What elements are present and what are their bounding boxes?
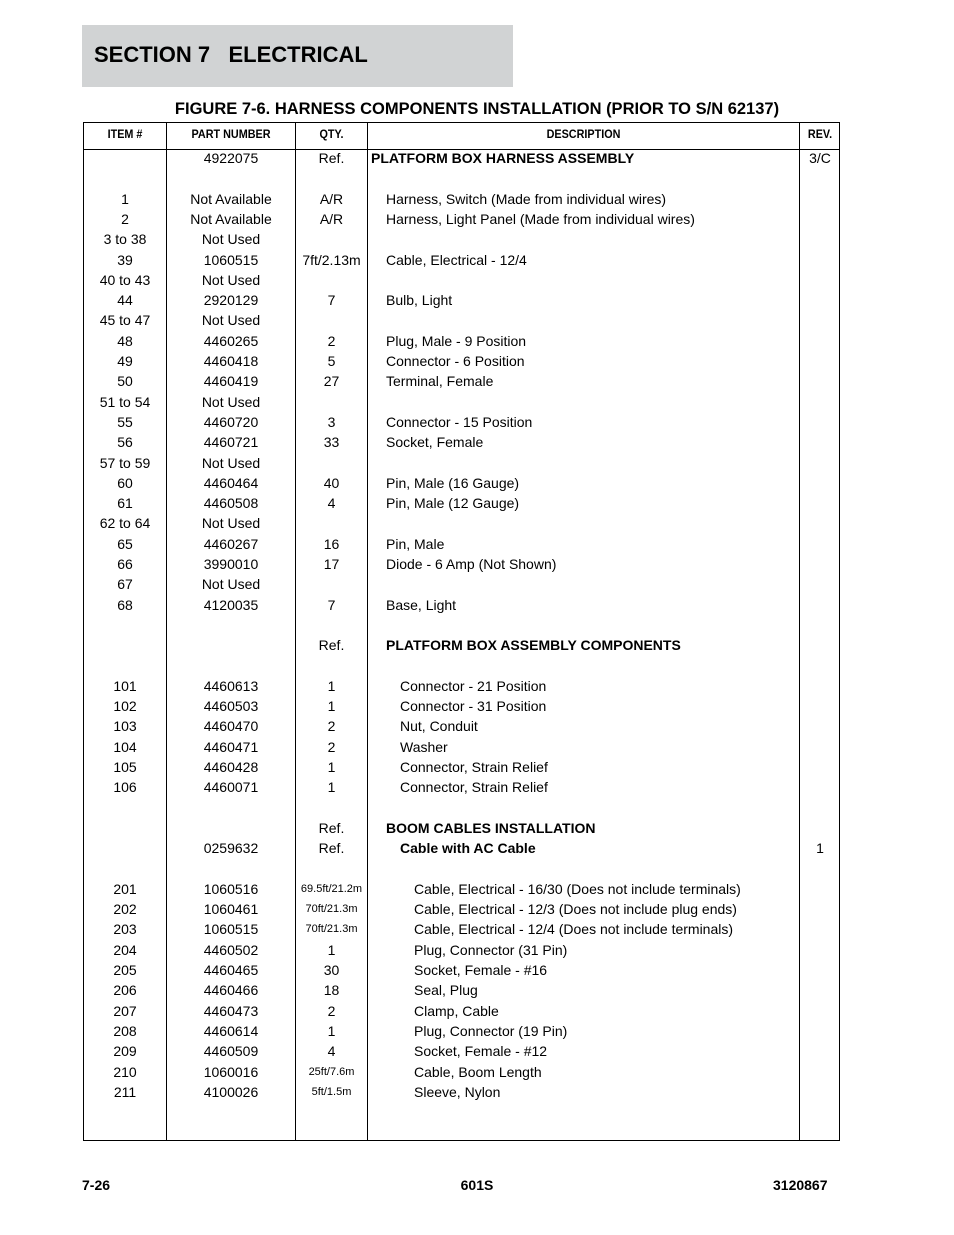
- quantity: 40: [323, 474, 340, 491]
- item-number: 56: [117, 434, 133, 451]
- quantity: 1: [327, 1022, 336, 1039]
- page-number: 7-26: [82, 1177, 111, 1193]
- column-header-description: DESCRIPTION: [546, 127, 621, 141]
- part-number: 4460509: [203, 1043, 259, 1060]
- table-row: [84, 980, 839, 1000]
- item-number: 2: [121, 210, 129, 227]
- table-row: [84, 757, 839, 777]
- quantity: Ref.: [318, 819, 345, 836]
- item-number: 66: [117, 556, 133, 572]
- description: Nut, Conduit: [400, 718, 478, 735]
- part-number: 4460466: [203, 982, 259, 999]
- item-number: 65: [117, 535, 133, 552]
- item-number: 57 to 59: [99, 454, 151, 471]
- part-number: 4460471: [203, 738, 259, 755]
- column-header-item: ITEM #: [107, 127, 143, 141]
- item-number: 204: [113, 941, 137, 958]
- quantity: 16: [323, 535, 340, 552]
- section-title: SECTION 7 ELECTRICAL: [94, 42, 368, 67]
- item-number: 208: [113, 1022, 137, 1039]
- item-number: 202: [113, 901, 137, 918]
- part-number: 2920129: [203, 292, 259, 309]
- part-number: Not Used: [201, 576, 261, 593]
- table-row: [84, 371, 839, 391]
- item-number: 105: [113, 759, 137, 775]
- quantity: 17: [323, 556, 340, 572]
- description: Pin, Male (12 Gauge): [386, 495, 520, 512]
- table-row: [84, 777, 839, 797]
- table-row: [84, 940, 839, 960]
- part-number: 4460721: [203, 434, 259, 451]
- description: Harness, Switch (Made from individual wires): [386, 190, 667, 207]
- figure-title: FIGURE 7-6. HARNESS COMPONENTS INSTALLATION (PRIOR TO S/N 62137): [174, 100, 780, 118]
- item-number: 48: [117, 332, 133, 349]
- part-number: Not Used: [201, 231, 261, 248]
- item-number: 68: [117, 596, 133, 613]
- part-number: 4460464: [203, 474, 259, 491]
- table-row: [84, 351, 839, 371]
- part-number: 4460465: [203, 962, 259, 978]
- description: Connector - 6 Position: [386, 353, 525, 369]
- table-row: [84, 595, 839, 615]
- item-number: 39: [117, 251, 133, 268]
- description: Connector, Strain Relief: [400, 759, 548, 775]
- part-number: 1060515: [203, 251, 259, 268]
- part-number: 4460071: [203, 779, 259, 796]
- description: Cable, Electrical - 16/30 (Does not include terminals): [414, 880, 741, 897]
- table-row: [84, 635, 839, 655]
- part-number: 1060016: [203, 1063, 259, 1080]
- item-number: 55: [117, 413, 133, 430]
- part-number: 4460508: [203, 495, 259, 512]
- table-row: [84, 534, 839, 554]
- description: Cable, Boom Length: [414, 1063, 542, 1080]
- part-number: 3990010: [203, 556, 259, 572]
- table-row: [84, 899, 839, 919]
- table-row: [84, 453, 839, 473]
- table-row: [84, 412, 839, 432]
- column-header-rev: REV.: [807, 127, 833, 141]
- item-number: 103: [113, 718, 137, 735]
- description: PLATFORM BOX ASSEMBLY COMPONENTS: [386, 637, 681, 654]
- description: Connector - 31 Position: [400, 698, 547, 715]
- table-row: [84, 554, 839, 574]
- description: Diode - 6 Amp (Not Shown): [386, 556, 557, 572]
- description: Plug, Connector (31 Pin): [414, 941, 568, 958]
- part-number: 4460470: [203, 718, 259, 735]
- part-number: Not Used: [201, 271, 261, 288]
- part-number: 4120035: [203, 596, 259, 613]
- part-number: Not Used: [201, 312, 261, 329]
- item-number: 45 to 47: [99, 312, 151, 329]
- description: Pin, Male: [386, 535, 445, 552]
- quantity: 25ft/7.6m: [308, 1065, 355, 1078]
- part-number: Not Available: [190, 190, 272, 207]
- column-header-part-number: PART NUMBER: [191, 127, 271, 141]
- item-number: 210: [113, 1063, 137, 1080]
- description: Plug, Connector (19 Pin): [414, 1022, 568, 1039]
- part-number: Not Used: [201, 515, 261, 532]
- table-row: [84, 838, 839, 858]
- quantity: 1: [327, 698, 336, 715]
- item-number: 205: [113, 962, 137, 978]
- table-row: [84, 148, 839, 168]
- quantity: 27: [323, 373, 340, 390]
- table-row: [84, 209, 839, 229]
- table-row: [84, 696, 839, 716]
- part-number: 4100026: [203, 1083, 259, 1100]
- description: Cable, Electrical - 12/3 (Does not include plug ends): [414, 901, 737, 918]
- item-number: 207: [113, 1002, 137, 1019]
- description: Socket, Female - #12: [414, 1043, 548, 1060]
- description: PLATFORM BOX HARNESS ASSEMBLY: [371, 150, 635, 166]
- section-banner: [82, 25, 513, 87]
- column-header-qty: QTY.: [319, 127, 344, 141]
- item-number: 206: [113, 982, 137, 999]
- description: Cable, Electrical - 12/4: [386, 251, 527, 268]
- description: Base, Light: [386, 596, 457, 613]
- table-row: [84, 1041, 839, 1061]
- table-row: [84, 1001, 839, 1021]
- description: Cable, Electrical - 12/4 (Does not include terminals): [414, 921, 734, 938]
- part-number: Not Used: [201, 393, 261, 410]
- quantity: 4: [327, 495, 336, 512]
- description: Plug, Male - 9 Position: [386, 332, 527, 349]
- table-row: [84, 676, 839, 696]
- table-row: [84, 1062, 839, 1082]
- item-number: 211: [113, 1083, 137, 1100]
- item-number: 201: [113, 880, 137, 897]
- description: Connector - 15 Position: [386, 413, 533, 430]
- description: Harness, Light Panel (Made from individual wires): [386, 210, 695, 227]
- revision: 3/C: [809, 150, 831, 166]
- table-row: [84, 392, 839, 412]
- item-number: 62 to 64: [99, 515, 151, 532]
- quantity: 30: [323, 962, 340, 978]
- table-row: [84, 290, 839, 310]
- quantity: 5: [327, 353, 336, 369]
- description: Socket, Female: [386, 434, 484, 451]
- part-number: 4460265: [203, 332, 259, 349]
- quantity: 7ft/2.13m: [302, 251, 361, 268]
- table-row: [84, 574, 839, 594]
- item-number: 3 to 38: [103, 231, 147, 248]
- item-number: 49: [117, 353, 133, 369]
- table-row: [84, 960, 839, 980]
- item-number: 101: [113, 677, 137, 694]
- quantity: 69.5ft/21.2m: [300, 882, 363, 895]
- table-row: [84, 189, 839, 209]
- table-row: [84, 919, 839, 939]
- quantity: A/R: [319, 210, 344, 227]
- item-number: 51 to 54: [99, 393, 151, 410]
- part-number: 4460267: [203, 535, 259, 552]
- part-number: 4460502: [203, 941, 259, 958]
- description: BOOM CABLES INSTALLATION: [386, 819, 596, 836]
- part-number: 4460418: [203, 353, 259, 369]
- description: Connector, Strain Relief: [400, 779, 548, 796]
- table-row: [84, 879, 839, 899]
- table-row: [84, 310, 839, 330]
- item-number: 209: [113, 1043, 137, 1060]
- item-number: 1: [121, 190, 129, 207]
- quantity: Ref.: [318, 150, 345, 166]
- item-number: 67: [117, 576, 133, 593]
- revision: 1: [816, 840, 824, 857]
- part-number: 1060461: [203, 901, 259, 918]
- quantity: 1: [327, 759, 336, 775]
- quantity: A/R: [319, 190, 344, 207]
- description: Bulb, Light: [386, 292, 453, 309]
- quantity: 33: [323, 434, 340, 451]
- item-number: 203: [113, 921, 137, 938]
- part-number: 4460503: [203, 698, 259, 715]
- description: Pin, Male (16 Gauge): [386, 474, 520, 491]
- table-row: [84, 513, 839, 533]
- part-number: 1060516: [203, 880, 259, 897]
- description: Cable with AC Cable: [400, 840, 536, 857]
- part-number: Not Used: [201, 454, 261, 471]
- table-row: [84, 737, 839, 757]
- part-number: 4922075: [203, 150, 259, 166]
- description: Socket, Female - #16: [414, 962, 548, 978]
- item-number: 61: [117, 495, 133, 512]
- table-row: [84, 1082, 839, 1102]
- model-number: 601S: [460, 1177, 494, 1193]
- table-row: [84, 331, 839, 351]
- quantity: 2: [327, 1002, 336, 1019]
- item-number: 60: [117, 474, 133, 491]
- table-row: [84, 432, 839, 452]
- quantity: 7: [327, 292, 336, 309]
- quantity: 2: [327, 718, 336, 735]
- table-row: [84, 818, 839, 838]
- part-number: 4460614: [203, 1022, 259, 1039]
- description: Clamp, Cable: [414, 1002, 499, 1019]
- quantity: 70ft/21.3m: [305, 903, 358, 916]
- part-number: 4460428: [203, 759, 259, 775]
- document-number: 3120867: [773, 1177, 828, 1193]
- description: Washer: [400, 738, 448, 755]
- quantity: 5ft/1.5m: [311, 1085, 352, 1098]
- item-number: 44: [117, 292, 133, 309]
- part-number: 1060515: [203, 921, 259, 938]
- quantity: Ref.: [318, 637, 345, 654]
- quantity: 7: [327, 596, 336, 613]
- part-number: 0259632: [203, 840, 259, 857]
- quantity: 4: [327, 1043, 336, 1060]
- part-number: Not Available: [190, 210, 272, 227]
- table-row: [84, 716, 839, 736]
- parts-table: [83, 122, 840, 1141]
- table-row: [84, 270, 839, 290]
- quantity: 18: [323, 982, 340, 999]
- item-number: 102: [113, 698, 137, 715]
- description: Seal, Plug: [414, 982, 478, 999]
- quantity: 1: [327, 677, 336, 694]
- table-row: [84, 250, 839, 270]
- part-number: 4460613: [203, 677, 259, 694]
- table-row: [84, 1021, 839, 1041]
- part-number: 4460720: [203, 413, 259, 430]
- table-row: [84, 229, 839, 249]
- quantity: Ref.: [318, 840, 345, 857]
- item-number: 104: [113, 738, 137, 755]
- item-number: 50: [117, 373, 133, 390]
- quantity: 2: [327, 332, 336, 349]
- part-number: 4460419: [203, 373, 259, 390]
- quantity: 1: [327, 779, 336, 796]
- table-row: [84, 473, 839, 493]
- description: Connector - 21 Position: [400, 677, 547, 694]
- quantity: 2: [327, 738, 336, 755]
- quantity: 3: [327, 413, 336, 430]
- item-number: 40 to 43: [99, 271, 151, 288]
- quantity: 70ft/21.3m: [305, 923, 358, 936]
- description: Sleeve, Nylon: [414, 1083, 501, 1100]
- part-number: 4460473: [203, 1002, 259, 1019]
- table-row: [84, 493, 839, 513]
- item-number: 106: [113, 779, 137, 796]
- quantity: 1: [327, 941, 336, 958]
- description: Terminal, Female: [386, 373, 494, 390]
